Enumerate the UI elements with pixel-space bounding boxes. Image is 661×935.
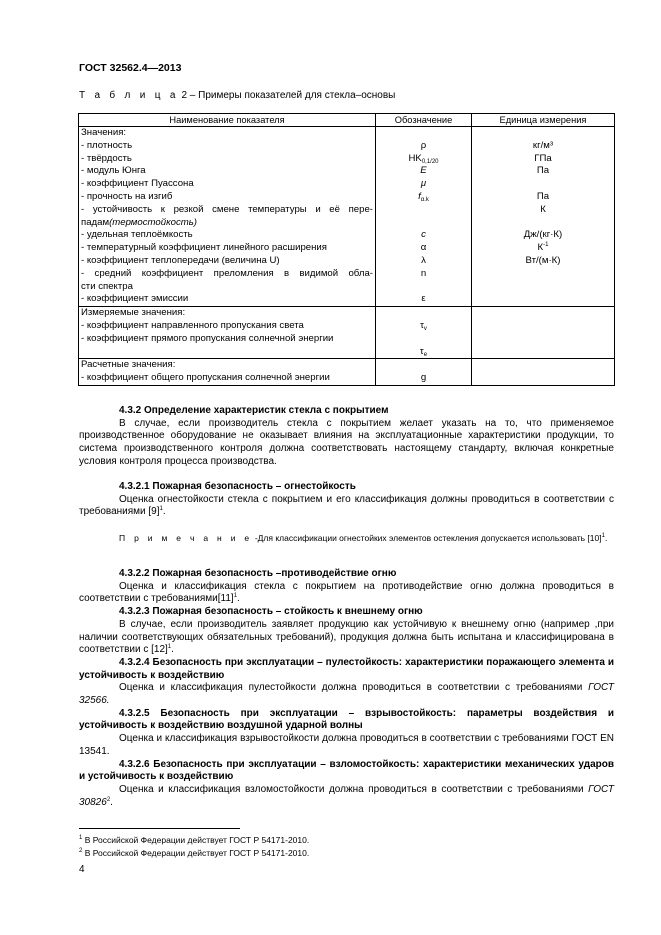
indicator-name-continuation: сти спектра xyxy=(81,280,133,292)
section-4-3-2 xyxy=(79,405,614,469)
symbol-eps: ε xyxy=(421,293,426,305)
footnote-ref: 1 xyxy=(233,593,238,600)
unit-empty xyxy=(472,178,614,191)
symbol-tau-v xyxy=(376,320,471,333)
section-title: 4.3.2.2 Пожарная безопасность –противодействие огню xyxy=(119,568,397,579)
footnote-ref: 1 xyxy=(601,533,605,539)
column-header-symbol: Обозначение xyxy=(376,114,472,127)
indicator-names-cell xyxy=(79,359,376,386)
units-cell xyxy=(472,359,615,386)
symbol-hk xyxy=(376,153,471,166)
footnote-text: В Российской Федерации действует ГОСТ Р 54171-2010. xyxy=(84,848,310,858)
symbol-tau-e xyxy=(376,346,471,359)
symbol-f-sub: α.k xyxy=(420,196,429,203)
unit-heatcap: Дж/(кг·К) xyxy=(523,229,563,241)
page-number: 4 xyxy=(79,864,85,875)
indicator-name: - коэффициент направленного пропускания света xyxy=(81,319,304,331)
section-4-3-2-2 xyxy=(79,568,614,809)
indicator-names-cell xyxy=(79,307,376,359)
indicator-name: - коэффициент эмиссии xyxy=(81,293,189,305)
indicator-name-tail: падам xyxy=(81,216,110,228)
footnote-separator xyxy=(79,828,240,829)
indicator-name: - твёрдость xyxy=(81,152,132,164)
unit-density: кг/м³ xyxy=(532,139,554,151)
indicator-name: - устойчивость к резкой смене температуры и её пере- xyxy=(81,203,373,215)
paragraph-text: Оценка и классификация взломостойкости должна проводиться в соответствии с требованиями xyxy=(119,783,584,795)
symbol-alpha: α xyxy=(420,242,427,254)
section-paragraph xyxy=(79,784,614,809)
symbol-hk-sub: 0,1/20 xyxy=(421,158,439,165)
table-caption-text: 2 – Примеры показателей для стекла–основы xyxy=(181,90,396,101)
units-cell xyxy=(472,307,615,359)
paragraph-text: Оценка и классификация стекла с покрытием на противодействие огню должна проводиться в соответствии с требованиями[11] xyxy=(79,580,614,605)
unit-empty xyxy=(472,127,614,140)
note-text: -Для классификации огнестойких элементов остекления допускается использовать [10] xyxy=(254,533,602,543)
symbol-empty xyxy=(376,127,471,140)
symbol-f-main: f xyxy=(418,190,421,202)
section-title: 4.3.2.5 Безопасность при эксплуатации – взрывостойкость: параметры воздействия и устойчивость к воздействию воздушной ударной волны xyxy=(79,707,614,732)
symbol-tau-e-main: τ xyxy=(419,345,424,357)
unit-young: Па xyxy=(536,165,550,177)
section-title: 4.3.2.4 Безопасность при эксплуатации – пулестойкость: характеристики поражающего элемента и устойчивость к воздействию xyxy=(79,656,614,681)
table-header-row xyxy=(79,114,615,127)
indicators-table xyxy=(78,113,615,386)
symbol-empty xyxy=(376,217,471,230)
symbol-c: c xyxy=(421,229,426,241)
unit-utrans: Вт/(м·К) xyxy=(525,254,561,266)
section-title: 4.3.2 Определение характеристик стекла с покрытием xyxy=(119,405,389,416)
indicator-name-italic: (термостойкость) xyxy=(109,216,197,228)
table-row xyxy=(79,359,615,386)
group-heading: Значения: xyxy=(81,127,127,138)
unit-bend: Па xyxy=(536,190,550,202)
indicator-name: - удельная теплоёмкость xyxy=(81,229,193,241)
symbol-empty xyxy=(376,333,471,346)
unit-hardness: ГПа xyxy=(534,152,552,164)
paragraph-text: Оценка и классификация пулестойкости должна проводиться в соответствии с требованиями xyxy=(119,682,583,694)
section-title: 4.3.2.6 Безопасность при эксплуатации – взломостойкость: характеристики механических ударов и устойчивость к воздействию xyxy=(79,758,614,783)
unit-expansion-sup: -1 xyxy=(543,242,549,249)
indicator-name: - коэффициент прямого пропускания солнечной энергии xyxy=(81,332,334,344)
indicator-name: - коэффициент общего пропускания солнечной энергии xyxy=(81,372,330,384)
indicator-name: - температурный коэффициент линейного расширения xyxy=(81,242,327,254)
symbol-hk-main: HK xyxy=(408,152,422,164)
units-cell xyxy=(472,127,615,307)
symbol-f xyxy=(376,191,471,204)
footnote-ref: 1 xyxy=(167,644,172,651)
section-paragraph: В случае, если производитель заявляет продукцию как устойчивую к внешнему огню (например ,при наличии соответствующих обязательных требований), продукция должна быть испытана и классифицирована в соответствии с $[12]^1$. xyxy=(79,618,614,656)
section-title: 4.3.2.1 Пожарная безопасность – огнестойкость xyxy=(119,481,356,492)
standard-reference: ГОСТ 32566. xyxy=(79,682,614,707)
unit-expansion xyxy=(472,242,614,255)
indicator-name: - модуль Юнга xyxy=(81,165,146,177)
indicator-names-cell xyxy=(79,127,376,307)
symbols-cell xyxy=(376,307,472,359)
footnote-mark: 1 xyxy=(79,835,83,841)
note-label: П р и м е ч а н и е xyxy=(119,533,253,543)
symbol-e: E xyxy=(420,165,427,177)
footnote-mark: 2 xyxy=(79,848,83,854)
footnote xyxy=(79,835,309,845)
symbol-tau-e-sub: e xyxy=(423,351,428,358)
paragraph-text: В случае, если производитель заявляет продукцию как устойчивую к внешнему огню (например ,при наличии соответствующих обязательных требований), продукция должна быть испытана и классифицирована в соответствии с [12] xyxy=(79,618,614,656)
section-paragraph: Оценка и классификация взрывостойкости должна проводиться в соответствии с требованиями ГОСТ EN 13541. xyxy=(79,733,614,757)
footnote-ref: 1 xyxy=(159,506,163,513)
table-caption xyxy=(79,90,395,101)
paragraph-end: . xyxy=(110,796,113,808)
unit-thermal: К xyxy=(540,203,546,215)
symbol-mu: μ xyxy=(420,178,427,190)
standard-reference: ГОСТ 30826 xyxy=(79,783,614,808)
symbol-empty xyxy=(376,307,471,320)
symbol-tau-v-main: τ xyxy=(420,319,424,331)
symbol-tau-v-sub: v xyxy=(423,325,427,332)
symbol-g: g xyxy=(420,372,427,384)
note-paragraph: П р и м е ч а н и е -Для классификации огнестойких элементов остекления допускается использовать $[10]^1$. xyxy=(119,533,608,543)
indicator-name: - прочность на изгиб xyxy=(81,190,173,202)
row-spacer xyxy=(81,346,373,359)
symbol-empty xyxy=(376,281,471,294)
table-caption-label: Т а б л и ц а xyxy=(79,90,179,101)
symbol-rho: ρ xyxy=(420,139,427,151)
paragraph-text: Оценка огнестойкости стекла с покрытием и его классификация должны проводиться в соответствии с требованиями [9] xyxy=(79,493,614,518)
footnote-text: В Российской Федерации действует ГОСТ Р 54171-2010. xyxy=(84,835,310,845)
standard-header: ГОСТ 32562.4—2013 xyxy=(79,62,182,74)
symbol-lambda: λ xyxy=(421,254,426,266)
section-title: 4.3.2.3 Пожарная безопасность – стойкость к внешнему огню xyxy=(119,606,423,618)
symbols-cell xyxy=(376,359,472,386)
indicator-name: - плотность xyxy=(81,139,133,151)
footnote-ref: 2 xyxy=(106,796,111,803)
symbol-empty xyxy=(376,204,471,217)
footnote xyxy=(79,848,309,858)
symbol-n: n xyxy=(420,267,427,279)
indicator-name: - коэффициент теплопередачи (величина U) xyxy=(81,254,280,266)
table-row xyxy=(79,307,615,359)
section-paragraph xyxy=(79,682,614,707)
section-paragraph: В случае, если производитель стекла с покрытием желает указать на то, что применяемое производственное оборудование не оказывает влияния на эксплуатационные характеристики продукции, то система производственного контроля должна соответствовать настоящему стандарту, включая конкретные условия контроля процесса производства. xyxy=(79,417,614,467)
section-4-3-2-1 xyxy=(79,481,614,519)
indicator-name-continuation xyxy=(81,217,373,230)
column-header-unit: Единица измерения xyxy=(472,114,615,127)
section-paragraph: Оценка огнестойкости стекла с покрытием и его классификация должны проводиться в соответствии с требованиями $[9]^1$. xyxy=(79,493,614,518)
symbols-cell xyxy=(376,127,472,307)
symbol-empty xyxy=(376,359,471,372)
section-paragraph: Оценка и классификация стекла с покрытием на противодействие огню должна проводиться в соответствии с $требованиями[11]^1$. xyxy=(79,580,614,605)
indicator-name: - коэффициент Пуассона xyxy=(81,178,194,190)
indicator-name: - средний коэффициент преломления в видимой обла- xyxy=(81,267,373,279)
unit-expansion-main: К xyxy=(537,242,544,254)
table-row xyxy=(79,127,615,307)
group-heading: Расчетные значения: xyxy=(81,359,176,371)
column-header-name: Наименование показателя xyxy=(79,114,376,127)
group-heading: Измеряемые значения: xyxy=(81,307,186,319)
note-block xyxy=(79,532,614,544)
unit-empty xyxy=(472,217,614,230)
